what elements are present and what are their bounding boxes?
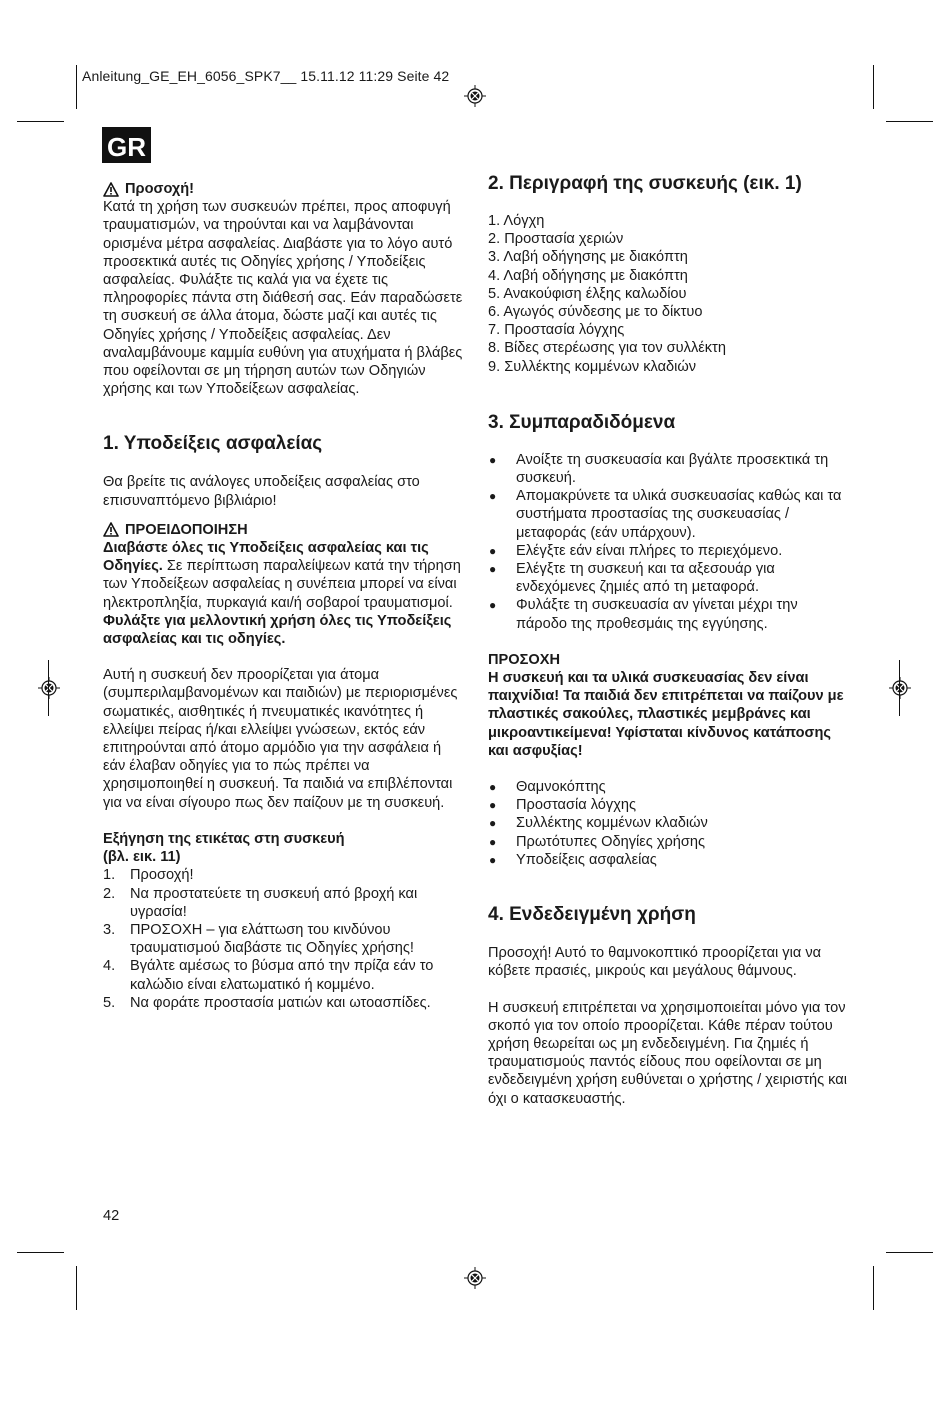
list-item: 3. ΠΡΟΣΟΧΗ – για ελάττωση του κινδύνου τραυματισμού διαβάστε τις Οδηγίες χρήσης!: [103, 921, 414, 957]
warning-triangle-icon: [103, 182, 119, 197]
bullet-icon: ●: [489, 852, 497, 867]
registration-line-right: [899, 660, 900, 716]
intended-use-text-2: Η συσκευή επιτρέπεται να χρησιμοποιείται μόνο για τον σκοπό για τον οποίο προορίζεται. Κάθε πέραν τούτου χρήση θεωρείται ως μη ενδεδειγμένη. Για ζημιές ή τραυματισμούς παντός είδους που οφείλονται σε μη ενδεδειγμένη χρήση ευθύνεται ο χρήστης / χειριστής και όχι ο κατασκευαστής.: [488, 999, 847, 1107]
bullet-icon: ●: [489, 598, 497, 613]
bullet-icon: ●: [489, 780, 497, 795]
list-item: 7. Προστασία λόγχης: [488, 322, 625, 339]
caution-heading: [103, 180, 463, 198]
list-item: 1. Προσοχή!: [103, 867, 194, 884]
list-item: ● Υποδείξεις ασφαλείας: [489, 851, 657, 868]
crop-mark-bottom-left-v: [76, 1266, 77, 1310]
registration-mark-icon: [38, 677, 60, 699]
crop-mark-top-left-h: [17, 121, 64, 122]
list-item: 6. Αγωγός σύνδεσης με το δίκτυο: [488, 304, 703, 321]
persons-restriction-text: Αυτή η συσκευή δεν προορίζεται για άτομα (συμπεριλαμβανομένων και παιδιών) με περιορισμένες σωματικές, αισθητικές ή πνευματικές ικανότητες ή ελλείψει πείρας ή/και ελλείψει γνώσεων, εκτός εάν επιτηρούνται από άτομο αρμόδιο για την ασφάλεια ή εάν έλαβαν οδηγίες για το πώς πρέπει να χρησιμοποιηθεί η συσκευή. Τα παιδιά να επιβλέπονται για να είναι σίγουρο πως δεν παίζουν με τη συσκευή.: [103, 667, 458, 811]
intended-use-text-1: Προσοχή! Αυτό το θαμνοκοπτικό προορίζεται για να κόβετε πρασιές, μικρούς και μεγάλους θάμνους.: [488, 945, 822, 980]
list-item: 3. Λαβή οδήγησης με διακόπτη: [488, 249, 688, 266]
caution-title: Προσοχή!: [125, 181, 195, 197]
list-item: 4. Βγάλτε αμέσως το βύσμα από την πρίζα εάν το καλώδιο είναι ελατωματικό ή κομμένο.: [103, 958, 434, 993]
caution-text: Κατά τη χρήση των συσκευών πρέπει, προς αποφυγή τραυματισμών, να τηρούνται και να λαμβάνονται ορισμένα μέτρα ασφαλείας. Διαβάστε για το λόγο αυτό προσεκτικά αυτές τις Οδηγίες χρήσης / Υποδείξεις ασφαλείας. Φυλάξτε τις καλά για να έχετε τις πληροφορίες πάντα στη διάθεσή σας. Εάν παραδώσετε τη συσκευή σε άλλα άτομα, δώστε μαζί και αυτές τις Οδηγίες χρήσης / Υποδείξεις ασφαλείας. Δεν αναλαμβάνουμε καμμία ευθύνη για ατυχήματα ή βλάβες που οφείλονται σε μη τήρηση αυτών των Οδηγιών χρήσης και των Υποδείξεων ασφαλείας.: [103, 199, 463, 398]
list-item: 9. Συλλέκτης κομμένων κλαδιών: [488, 358, 697, 375]
list-item: ● Φυλάξτε τη συσκευασία αν γίνεται μέχρι την πάροδο της προθεσμάις της εγγύησης.: [489, 597, 798, 632]
left-column: [103, 180, 463, 1012]
crop-mark-bottom-right-v: [873, 1266, 874, 1310]
crop-mark-top-right-h: [886, 121, 933, 122]
language-badge: GR: [102, 127, 151, 163]
list-item: ● Ελέγξτε τη συσκευή και τα αξεσουάρ για ενδεχόμενες ζημιές από τη μεταφορά.: [489, 561, 775, 596]
list-item: 8. Βίδες στερέωσης για τον συλλέκτη: [488, 340, 726, 357]
list-item: ● Συλλέκτης κομμένων κλαδιών: [489, 815, 708, 832]
section-1-heading: 1. Υποδείξεις ασφαλείας: [103, 433, 323, 455]
list-item: ● Απομακρύνετε τα υλικά συσκευασίας καθώς και τα συστήματα προστασίας της συσκευασίας / μεταφοράς (εάν υπάρχουν).: [489, 488, 842, 541]
warning-heading: [103, 521, 463, 539]
warning-bold-text: Διαβάστε όλες τις Υποδείξεις ασφαλείας και τις Οδηγίες.: [103, 540, 429, 575]
crop-mark-top-right-v: [873, 65, 874, 109]
registration-line-left: [48, 660, 49, 716]
section-2-heading: 2. Περιγραφή της συσκευής (εικ. 1): [488, 173, 802, 194]
list-item: 2. Προστασία χεριών: [488, 231, 624, 248]
list-item: 5. Να φοράτε προστασία ματιών και ωτοασπίδες.: [103, 994, 431, 1011]
bullet-icon: ●: [489, 543, 497, 558]
bullet-icon: ●: [489, 816, 497, 831]
bullet-icon: ●: [489, 798, 497, 813]
label-explanation-subheading: (βλ. εικ. 11): [103, 849, 181, 866]
list-item: ● Ελέγξτε εάν είναι πλήρες το περιεχόμενο.: [489, 542, 783, 559]
attention-text: Η συσκευή και τα υλικά συσκευασίας δεν είναι παιχνίδια! Τα παιδιά δεν επιτρέπεται να παίζουν με πλαστικές σακούλες, πλαστικές μεμβράνες και μικροαντικείμενα! Υφίσταται κίνδυνος κατάποσης και ασφυξίας!: [488, 670, 844, 759]
list-item: ● Ανοίξτε τη συσκευασία και βγάλτε προσεκτικά τη συσκευή.: [489, 451, 829, 487]
contents-list: [488, 778, 848, 869]
section-1-intro: Θα βρείτε τις ανάλογες υποδείξεις ασφαλείας στο επισυναπτόμενο βιβλιάριο!: [103, 474, 420, 509]
keep-instructions-text: Φυλάξτε για μελλοντική χρήση όλες τις Υποδείξεις ασφαλείας και τις οδηγίες.: [103, 612, 452, 648]
unpack-list: [488, 451, 848, 633]
label-explanation-heading: Εξήγηση της ετικέτας στη συσκευή: [103, 830, 345, 847]
list-item: ● Πρωτότυπες Οδηγίες χρήσης: [489, 833, 706, 850]
warning-title: ΠΡΟΕΙΔΟΠΟΙΗΣΗ: [125, 521, 248, 538]
label-list: [103, 866, 463, 1012]
bullet-icon: ●: [489, 452, 497, 467]
list-item: 2. Να προστατεύετε τη συσκευή από βροχή και υγρασία!: [103, 885, 418, 920]
attention-heading: ΠΡΟΣΟΧΗ: [488, 651, 561, 668]
list-item: 1. Λόγχη: [488, 213, 545, 229]
right-column: [488, 172, 848, 1108]
warning-paragraph: [103, 539, 463, 612]
list-item: ● Προστασία λόγχης: [489, 797, 636, 814]
page-number: 42: [103, 1208, 120, 1224]
section-3-heading: 3. Συμπαραδιδόμενα: [488, 411, 676, 433]
bullet-icon: ●: [489, 489, 497, 504]
crop-mark-bottom-right-h: [886, 1252, 933, 1253]
list-item: 5. Ανακούφιση έλξης καλωδίου: [488, 285, 687, 302]
print-slug: Anleitung_GE_EH_6056_SPK7__ 15.11.12 11:29 Seite 42: [82, 68, 450, 84]
bullet-icon: ●: [489, 562, 497, 577]
crop-mark-top-left-v: [76, 65, 77, 109]
registration-mark-icon: [464, 85, 486, 107]
crop-mark-bottom-left-h: [17, 1252, 64, 1253]
warning-text: Σε περίπτωση παραλείψεων κατά την τήρηση των Υποδείξεων ασφαλείας η συνέπεια μπορεί να είναι ηλεκτροπληξία, πυρκαγιά και/ή σοβαροί τραυματισμοί.: [103, 558, 461, 611]
warning-triangle-icon: [103, 522, 119, 537]
list-item: ● Θαμνοκόπτης: [489, 779, 606, 796]
parts-list: [488, 212, 848, 376]
list-item: 4. Λαβή οδήγησης με διακόπτη: [488, 267, 688, 284]
section-4-heading: 4. Ενδεδειγμένη χρήση: [488, 904, 696, 926]
registration-mark-icon: [464, 1267, 486, 1289]
bullet-icon: ●: [489, 834, 497, 849]
registration-mark-icon: [889, 677, 911, 699]
